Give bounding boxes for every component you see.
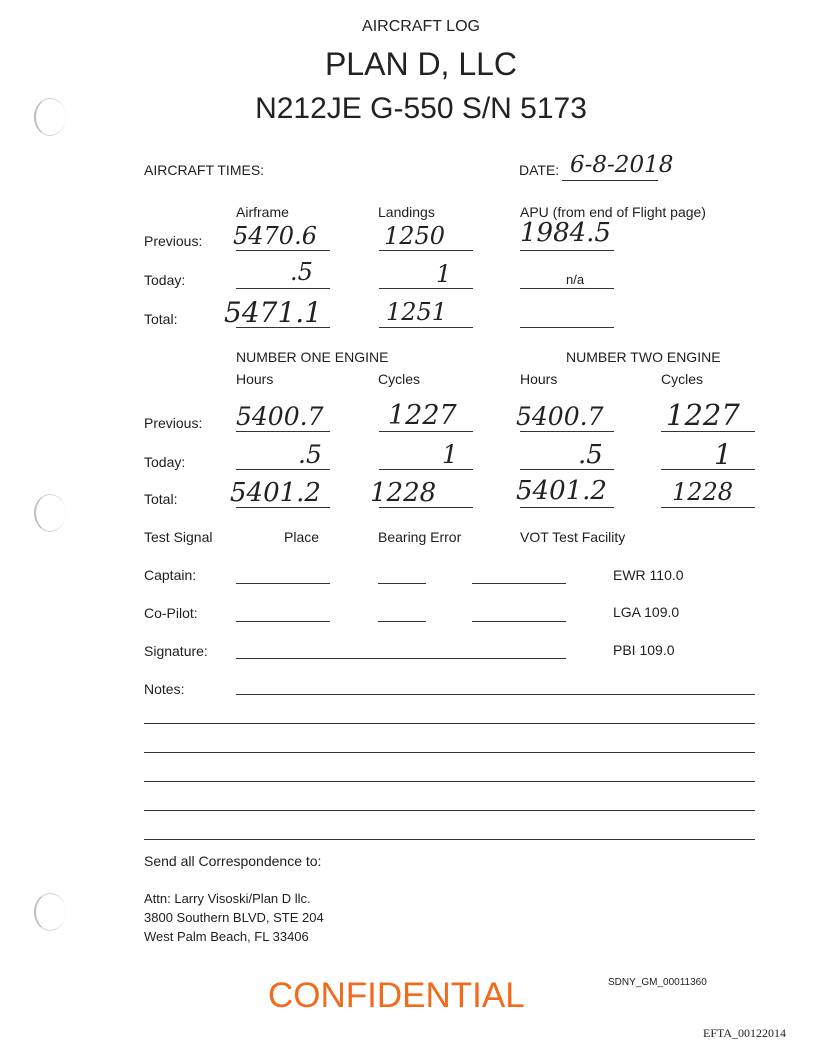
efta-number: EFTA_00122014 (703, 1026, 787, 1040)
place-header: Place (284, 529, 320, 545)
landings-total: 1251 (386, 298, 448, 326)
row-previous-label: Previous: (144, 233, 203, 249)
e1-cycles-previous: 1227 (388, 400, 457, 431)
engine-previous-label: Previous: (144, 415, 203, 431)
e1-hours-previous: 5400.7 (236, 402, 324, 431)
engine-one-cycles-header: Cycles (378, 371, 421, 387)
engine-one-hours-header: Hours (236, 371, 274, 387)
log-title: AIRCRAFT LOG (362, 18, 480, 35)
engine-two-header: NUMBER TWO ENGINE (566, 349, 721, 365)
e2-cycles-today: 1 (714, 438, 732, 471)
engine-today-label: Today: (144, 454, 186, 470)
airframe-total: 5471.1 (224, 296, 322, 329)
ewr-frequency: EWR 110.0 (613, 567, 684, 583)
e2-hours-today: .5 (578, 440, 603, 470)
punch-hole-middle (34, 494, 66, 532)
engine-two-hours-header: Hours (520, 371, 558, 387)
apu-header: APU (from end of Flight page) (520, 204, 706, 220)
airframe-today: .5 (290, 258, 313, 286)
row-total-label: Total: (144, 311, 178, 327)
copilot-label: Co-Pilot: (144, 605, 198, 621)
e2-cycles-total: 1228 (672, 478, 734, 506)
test-signal-label: Test Signal (144, 529, 213, 545)
bearing-error-header: Bearing Error (378, 529, 462, 545)
e1-cycles-today: 1 (442, 440, 458, 469)
engine-one-header: NUMBER ONE ENGINE (236, 349, 389, 365)
vot-facility-header: VOT Test Facility (520, 529, 626, 545)
airframe-previous: 5470.6 (233, 222, 317, 250)
e2-hours-previous: 5400.7 (516, 402, 604, 431)
landings-header: Landings (378, 204, 435, 220)
engine-two-cycles-header: Cycles (661, 371, 704, 387)
aircraft-id: N212JE G-550 S/N 5173 (255, 92, 587, 125)
lga-frequency: LGA 109.0 (613, 604, 680, 620)
send-correspondence-label: Send all Correspondence to: (144, 853, 322, 869)
e1-hours-total: 5401.2 (230, 478, 321, 508)
e2-hours-total: 5401.2 (516, 476, 607, 506)
row-today-label: Today: (144, 272, 186, 288)
company-name: PLAN D, LLC (324, 46, 518, 82)
bates-number: SDNY_GM_00011360 (608, 977, 707, 988)
pbi-frequency: PBI 109.0 (613, 642, 675, 658)
address-street: 3800 Southern BLVD, STE 204 (144, 910, 324, 925)
engine-total-label: Total: (144, 491, 178, 507)
e1-cycles-total: 1228 (370, 478, 437, 508)
signature-label: Signature: (144, 643, 208, 659)
date-label: DATE: (519, 162, 560, 178)
address-attn: Attn: Larry Visoski/Plan D llc. (144, 891, 311, 906)
notes-label: Notes: (144, 681, 185, 697)
aircraft-times-label: AIRCRAFT TIMES: (144, 162, 265, 178)
e1-hours-today: .5 (298, 440, 322, 469)
airframe-header: Airframe (236, 204, 289, 220)
date-value: 6-8-2018 (570, 152, 674, 178)
captain-label: Captain: (144, 567, 197, 583)
landings-today: 1 (436, 260, 452, 288)
apu-previous: 1984.5 (520, 218, 611, 248)
apu-today: n/a (566, 272, 585, 287)
address-city: West Palm Beach, FL 33406 (144, 929, 309, 944)
landings-previous: 1250 (384, 222, 446, 250)
confidential-stamp: CONFIDENTIAL (268, 976, 525, 1015)
punch-hole-bottom (34, 893, 66, 931)
e2-cycles-previous: 1227 (666, 398, 740, 432)
